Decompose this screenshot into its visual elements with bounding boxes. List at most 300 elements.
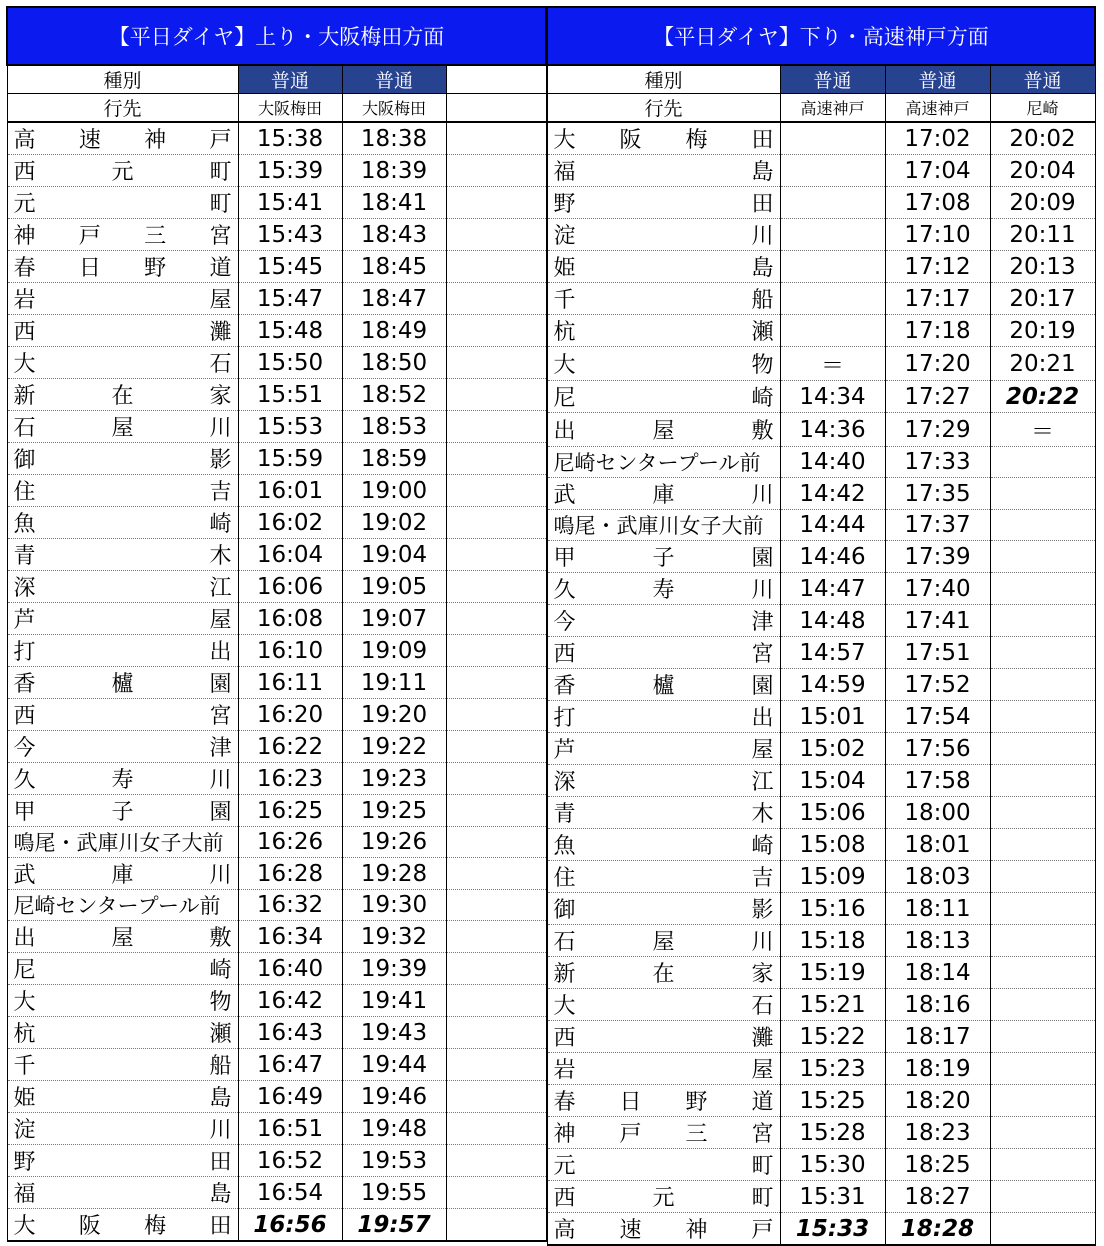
departure-time: 16:06: [238, 571, 342, 603]
station-name: [547, 1149, 780, 1181]
departure-time: [446, 347, 546, 379]
station-char: 田: [209, 1150, 232, 1175]
table-row: [547, 187, 1095, 219]
station-name: [7, 603, 238, 635]
station-name-text: [14, 1209, 232, 1240]
station-name: [547, 861, 780, 893]
station-name-text: [14, 1049, 232, 1080]
station-char: 津: [209, 736, 232, 761]
table-row: [547, 637, 1095, 669]
departure-time: [446, 731, 546, 763]
station-name: [7, 411, 238, 443]
station-name: [7, 571, 238, 603]
station-char: 道: [209, 256, 232, 281]
station-char: 今: [13, 736, 36, 761]
station-name-text: 鳴尾・武庫川女子大前: [13, 831, 224, 855]
departure-time: [446, 411, 546, 443]
station-char: 西: [13, 160, 36, 185]
departure-time: 17:08: [885, 187, 990, 219]
table-row: [7, 155, 546, 187]
table-row: [547, 701, 1095, 733]
station-char: 庫: [652, 483, 675, 508]
departure-time: 16:34: [238, 921, 342, 953]
departure-time: 15:33: [780, 1213, 885, 1246]
departure-time: [990, 733, 1095, 765]
departure-time: 19:25: [342, 795, 446, 827]
departure-time: 17:04: [885, 155, 990, 187]
station-char: 西: [553, 642, 576, 667]
table-row: [7, 315, 546, 347]
station-name-text: [14, 1177, 232, 1208]
station-char: 姫: [13, 1086, 36, 1111]
station-char: 敷: [209, 926, 232, 951]
station-name-text: [14, 635, 232, 666]
station-char: 神: [13, 224, 36, 249]
departure-time: 14:48: [780, 605, 885, 637]
station-char: 杭: [13, 1022, 36, 1047]
departure-time: 20:11: [990, 219, 1095, 251]
station-name-text: [554, 1213, 774, 1244]
station-char: 梅: [685, 128, 708, 153]
station-char: 久: [13, 768, 36, 793]
departure-time: 17:51: [885, 637, 990, 669]
departure-time: 19:53: [342, 1145, 446, 1177]
table-row: [547, 733, 1095, 765]
station-name-text: [14, 953, 232, 984]
empty-header-cell: [446, 65, 546, 94]
station-name: [547, 122, 780, 155]
departure-time: 15:22: [780, 1021, 885, 1053]
station-name: [547, 1181, 780, 1213]
table-row: [547, 447, 1095, 478]
departure-time: 20:17: [990, 283, 1095, 315]
station-name-text: [554, 829, 774, 860]
station-name-text: [554, 123, 774, 154]
station-name: [7, 1177, 238, 1209]
station-name-text: [554, 315, 774, 346]
departure-time: [446, 1177, 546, 1209]
station-name-text: [554, 701, 774, 732]
departure-time: 15:53: [238, 411, 342, 443]
table-row: [547, 381, 1095, 413]
departure-time: 15:18: [780, 925, 885, 957]
departure-time: 18:45: [342, 251, 446, 283]
station-char: 船: [751, 288, 774, 313]
departure-time: [446, 667, 546, 699]
train-type: 普通: [238, 65, 342, 94]
departure-time: 19:20: [342, 699, 446, 731]
departure-time: 16:28: [238, 858, 342, 890]
station-name: [547, 957, 780, 989]
departure-time: 17:39: [885, 541, 990, 573]
station-char: 崎: [751, 386, 774, 411]
station-name-text: [554, 1053, 774, 1084]
departure-time: [446, 379, 546, 411]
table-row: [7, 379, 546, 411]
station-name-text: [14, 475, 232, 506]
station-char: 住: [553, 866, 576, 891]
table-row: [7, 251, 546, 283]
destination-label: 行先: [547, 94, 780, 123]
station-char: 千: [553, 288, 576, 313]
table-row: [547, 765, 1095, 797]
station-name: [7, 1017, 238, 1049]
departure-time: 19:02: [342, 507, 446, 539]
station-char: 尼: [13, 958, 36, 983]
station-name-text: [14, 763, 232, 794]
station-name: [7, 122, 238, 155]
departure-time: 17:02: [885, 122, 990, 155]
station-char: 園: [751, 546, 774, 571]
station-char: 島: [209, 1182, 232, 1207]
table-row: [547, 989, 1095, 1021]
station-name-text: [554, 283, 774, 314]
station-name-text: [14, 283, 232, 314]
table-row: [7, 1081, 546, 1113]
type-label: 種別: [547, 65, 780, 94]
departure-time: 16:49: [238, 1081, 342, 1113]
station-char: 屋: [111, 416, 134, 441]
departure-time: 17:33: [885, 447, 990, 478]
departure-time: 18:23: [885, 1117, 990, 1149]
departure-time: 15:30: [780, 1149, 885, 1181]
station-char: 灘: [209, 320, 232, 345]
station-char: 園: [209, 800, 232, 825]
station-char: 阪: [619, 128, 642, 153]
station-name-text: [554, 925, 774, 956]
departure-time: [446, 890, 546, 921]
departure-time: 17:12: [885, 251, 990, 283]
station-char: 宮: [751, 1122, 774, 1147]
station-name: [7, 795, 238, 827]
station-name: [7, 858, 238, 890]
panel-title: 【平日ダイヤ】下り・高速神戸方面: [547, 7, 1095, 65]
station-name: [7, 475, 238, 507]
station-char: 岩: [13, 288, 36, 313]
station-char: 家: [209, 384, 232, 409]
departure-time: 18:43: [342, 219, 446, 251]
departure-time: [990, 893, 1095, 925]
station-name: [547, 829, 780, 861]
departure-time: [446, 921, 546, 953]
station-char: 石: [751, 994, 774, 1019]
station-name: [7, 251, 238, 283]
station-char: 屋: [751, 1058, 774, 1083]
station-char: 高: [13, 128, 36, 153]
station-name: [547, 893, 780, 925]
station-char: 甲: [13, 800, 36, 825]
type-label: 種別: [7, 65, 238, 94]
station-char: 大: [553, 994, 576, 1019]
departure-time: 17:29: [885, 413, 990, 447]
table-row: [547, 893, 1095, 925]
station-char: 福: [13, 1182, 36, 1207]
departure-time: [990, 1181, 1095, 1213]
departure-time: 15:04: [780, 765, 885, 797]
departure-time: 19:26: [342, 827, 446, 858]
station-char: 御: [553, 898, 576, 923]
departure-time: [446, 953, 546, 985]
station-char: 元: [13, 192, 36, 217]
station-char: 田: [209, 1214, 232, 1239]
departure-time: 20:19: [990, 315, 1095, 347]
departure-time: 16:32: [238, 890, 342, 921]
departure-time: 15:19: [780, 957, 885, 989]
departure-time: [446, 283, 546, 315]
station-name: [7, 1081, 238, 1113]
panel-title: 【平日ダイヤ】上り・大阪梅田方面: [7, 7, 546, 65]
station-char: 久: [553, 578, 576, 603]
station-name: [7, 379, 238, 411]
departure-time: [990, 861, 1095, 893]
station-name-text: [14, 315, 232, 346]
departure-time: ＝: [780, 347, 885, 381]
empty-header-cell: [446, 94, 546, 123]
station-name: [547, 701, 780, 733]
station-char: 宮: [751, 642, 774, 667]
departure-time: [446, 699, 546, 731]
table-row: [7, 858, 546, 890]
station-name-text: [554, 957, 774, 988]
station-name: [7, 921, 238, 953]
departure-time: 18:41: [342, 187, 446, 219]
departure-time: [446, 475, 546, 507]
table-row: [7, 443, 546, 475]
departure-time: 15:41: [238, 187, 342, 219]
departure-time: [780, 187, 885, 219]
departure-time: 19:07: [342, 603, 446, 635]
departure-time: [446, 1049, 546, 1081]
departure-time: [990, 925, 1095, 957]
station-char: 元: [553, 1154, 576, 1179]
station-char: 石: [13, 416, 36, 441]
station-char: 元: [652, 1186, 675, 1211]
station-char: 川: [751, 930, 774, 955]
station-char: 野: [144, 256, 167, 281]
station-name-text: [14, 1017, 232, 1048]
station-char: 町: [751, 1154, 774, 1179]
station-char: 石: [209, 352, 232, 377]
table-row: [7, 795, 546, 827]
departure-time: 15:50: [238, 347, 342, 379]
departure-time: [446, 251, 546, 283]
table-row: [547, 541, 1095, 573]
station-char: 島: [751, 256, 774, 281]
station-name-text: [554, 155, 774, 186]
station-char: 吉: [751, 866, 774, 891]
station-char: 物: [751, 353, 774, 378]
table-row: [547, 925, 1095, 957]
station-name-text: [554, 861, 774, 892]
table-row: [547, 957, 1095, 989]
train-destination: 大阪梅田: [342, 94, 446, 123]
departure-time: 17:40: [885, 573, 990, 605]
table-row: [547, 155, 1095, 187]
station-char: 津: [751, 610, 774, 635]
station-name-text: [554, 765, 774, 796]
departure-time: 16:04: [238, 539, 342, 571]
departure-time: 18:59: [342, 443, 446, 475]
station-char: 魚: [13, 512, 36, 537]
station-name: [547, 733, 780, 765]
station-char: 香: [13, 672, 36, 697]
departure-time: 18:17: [885, 1021, 990, 1053]
station-char: 寿: [111, 768, 134, 793]
station-char: 新: [553, 962, 576, 987]
departure-time: 18:00: [885, 797, 990, 829]
station-name-text: [554, 541, 774, 572]
station-name: [7, 155, 238, 187]
station-char: 香: [553, 674, 576, 699]
departure-time: [990, 573, 1095, 605]
station-name: [547, 573, 780, 605]
station-name: [7, 283, 238, 315]
station-name: [7, 890, 238, 921]
departure-time: 15:16: [780, 893, 885, 925]
station-name-text: [554, 1149, 774, 1180]
station-char: 寿: [652, 578, 675, 603]
table-row: [547, 797, 1095, 829]
station-char: 速: [78, 128, 101, 153]
departure-time: 19:05: [342, 571, 446, 603]
station-char: 西: [553, 1026, 576, 1051]
station-char: 物: [209, 990, 232, 1015]
station-char: 子: [652, 546, 675, 571]
departure-time: 19:43: [342, 1017, 446, 1049]
table-row: [547, 122, 1095, 155]
station-name: [7, 827, 238, 858]
station-name-text: [14, 667, 232, 698]
station-char: 住: [13, 480, 36, 505]
station-char: 町: [209, 160, 232, 185]
station-name-text: [14, 411, 232, 442]
departure-time: 17:56: [885, 733, 990, 765]
station-name-text: [554, 797, 774, 828]
departure-time: [780, 283, 885, 315]
departure-time: 17:35: [885, 478, 990, 510]
station-name-text: [14, 858, 232, 889]
station-name: [7, 219, 238, 251]
departure-time: 14:34: [780, 381, 885, 413]
train-type: 普通: [885, 65, 990, 94]
station-name: [547, 478, 780, 510]
departure-time: 17:10: [885, 219, 990, 251]
table-row: [7, 539, 546, 571]
table-row: [7, 1113, 546, 1145]
departure-time: 14:57: [780, 637, 885, 669]
train-type: 普通: [990, 65, 1095, 94]
table-row: [547, 413, 1095, 447]
station-name: [7, 985, 238, 1017]
station-char: 高: [553, 1218, 576, 1243]
departure-time: [990, 541, 1095, 573]
station-name-text: [14, 155, 232, 186]
table-row: [7, 1017, 546, 1049]
table-row: [547, 573, 1095, 605]
departure-time: 20:13: [990, 251, 1095, 283]
station-name-text: [554, 1181, 774, 1212]
station-name: [7, 1113, 238, 1145]
departure-time: 16:23: [238, 763, 342, 795]
departure-time: [446, 315, 546, 347]
station-char: 吉: [209, 480, 232, 505]
station-char: 春: [553, 1090, 576, 1115]
up-timetable-rows: [7, 122, 546, 1241]
station-char: 速: [619, 1218, 642, 1243]
departure-time: 17:54: [885, 701, 990, 733]
station-name-text: [14, 507, 232, 538]
departure-time: 19:57: [342, 1209, 446, 1242]
departure-time: [446, 122, 546, 155]
departure-time: 18:19: [885, 1053, 990, 1085]
departure-time: 14:47: [780, 573, 885, 605]
station-char: 庫: [111, 863, 134, 888]
departure-time: 15:28: [780, 1117, 885, 1149]
departure-time: [446, 443, 546, 475]
departure-time: 19:32: [342, 921, 446, 953]
station-char: 神: [685, 1218, 708, 1243]
station-char: 木: [209, 544, 232, 569]
departure-time: 19:04: [342, 539, 446, 571]
departure-time: [990, 1213, 1095, 1246]
table-row: [7, 731, 546, 763]
departure-time: 17:18: [885, 315, 990, 347]
departure-time: 18:01: [885, 829, 990, 861]
departure-time: 15:45: [238, 251, 342, 283]
station-char: 江: [751, 770, 774, 795]
departure-time: [990, 478, 1095, 510]
departure-time: [990, 447, 1095, 478]
departure-time: [990, 829, 1095, 861]
departure-time: [446, 1209, 546, 1242]
table-row: [7, 890, 546, 921]
station-char: 道: [751, 1090, 774, 1115]
departure-time: 15:51: [238, 379, 342, 411]
station-char: 野: [553, 192, 576, 217]
station-char: 岩: [553, 1058, 576, 1083]
station-name: [547, 765, 780, 797]
departure-time: [990, 1053, 1095, 1085]
station-name-text: [554, 893, 774, 924]
table-row: [547, 1149, 1095, 1181]
departure-time: 18:27: [885, 1181, 990, 1213]
departure-time: 16:54: [238, 1177, 342, 1209]
table-row: [547, 510, 1095, 541]
departure-time: 14:36: [780, 413, 885, 447]
station-char: 大: [13, 990, 36, 1015]
departure-time: 16:42: [238, 985, 342, 1017]
station-char: 打: [13, 640, 36, 665]
station-char: 戸: [751, 1218, 774, 1243]
station-char: 青: [553, 802, 576, 827]
departure-time: 20:02: [990, 122, 1095, 155]
departure-time: 15:23: [780, 1053, 885, 1085]
table-row: [7, 187, 546, 219]
station-char: 園: [209, 672, 232, 697]
station-char: 芦: [553, 738, 576, 763]
departure-time: [446, 1113, 546, 1145]
table-row: [547, 347, 1095, 381]
station-name-text: [14, 251, 232, 282]
station-name-text: [554, 733, 774, 764]
station-name-text: 尼崎センタープール前: [13, 894, 221, 918]
departure-time: [446, 827, 546, 858]
departure-time: 19:00: [342, 475, 446, 507]
table-row: [547, 1053, 1095, 1085]
station-name: [547, 669, 780, 701]
station-char: 川: [751, 224, 774, 249]
departure-time: 18:11: [885, 893, 990, 925]
